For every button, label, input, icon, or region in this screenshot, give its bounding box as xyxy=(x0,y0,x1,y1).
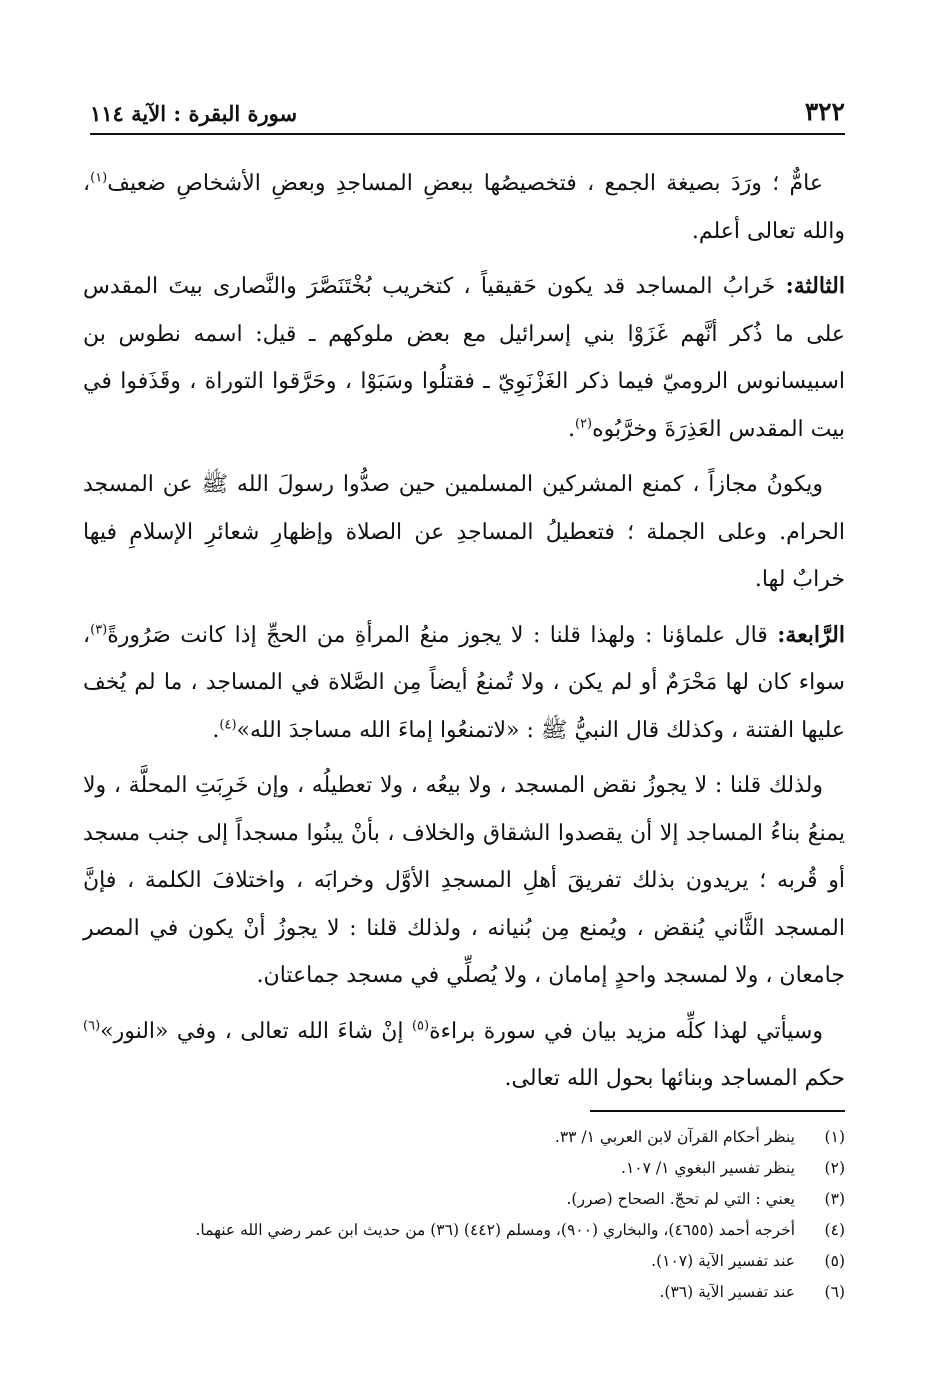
header-divider xyxy=(90,133,845,135)
footnote-number: (٦) xyxy=(824,1283,845,1301)
footnote-item xyxy=(83,1246,845,1277)
paragraph-text: ، والله تعالى أعلم. xyxy=(83,171,845,244)
paragraph-text: وسيأتي لهذا كلِّه مزيد بيان في سورة براءة xyxy=(429,1018,823,1044)
footnote-reference: (٤) xyxy=(219,717,237,733)
paragraph-text: خَرابُ المساجد قد يكون حَقيقياً ، كتخريب بُخْتَنَصَّرَ والنَّصارى بيتَ المقدس على ما ذُكر أنَّهم غَزَوْا بني إسرائيل مع بعض ملوكهم ـ قيل: اسمه نطوس بن اسبيسانوس الروميّ فيما ذكر الغَزْنَوِيّ ـ فقتلُوا وسَبَوْا ، وحَرَّقوا التوراة ، وقَذَفوا في بيت المقدس العَذِرَةَ وخرَّبُوه xyxy=(83,274,845,442)
footnote-divider xyxy=(590,1110,845,1112)
paragraph-p6 xyxy=(83,1008,845,1103)
paragraph-text: ولذلك قلنا : لا يجوزُ نقض المسجد ، ولا بيعُه ، ولا تعطيلُه ، وإن خَرِبَتِ المحلَّة ، ولا يمنعُ بناءُ المساجد إلا أن يقصدوا الشقاق والخلاف ، بأنْ يبنُوا مسجداً إلى جنب مسجد أو قُربه ؛ يريدون بذلك تفريقَ أهلِ المسجدِ الأوَّل وخرابَه ، واختلافَ الكلمة ، فإنَّ المسجد الثَّاني يُنقض ، ويُمنع مِن بُنيانه ، ولذلك قلنا : لا يجوزُ أنْ يكون في المصر جامعان ، ولا لمسجد واحدٍ إمامان ، ولا يُصلِّي في مسجد جماعتان. xyxy=(83,773,845,988)
footnote-reference: (٣) xyxy=(90,622,108,638)
footnote-reference: (٢) xyxy=(574,416,593,432)
paragraph-heading: الرَّابعة: xyxy=(777,621,845,648)
footnote-item xyxy=(83,1277,845,1308)
paragraph-heading: الثالثة: xyxy=(785,273,845,299)
footnote-reference: (١) xyxy=(90,170,108,186)
paragraph-text: . xyxy=(567,416,575,442)
paragraph-text: قال علماؤنا : ولهذا قلنا : لا يجوز منعُ المرأةِ من الحجِّ إذا كانت صَرُورةً xyxy=(107,622,778,648)
footnote-number: (٥) xyxy=(824,1252,845,1270)
footnote-item xyxy=(83,1215,845,1246)
footnote-text: يعني : التي لم تحجّ. الصحاح (صرر). xyxy=(566,1190,795,1208)
footnote-text: ينظر تفسير البغوي ١/ ١٠٧. xyxy=(621,1159,795,1177)
footnote-reference: (٥) xyxy=(411,1018,430,1034)
footnote-number: (٢) xyxy=(824,1159,845,1177)
main-text xyxy=(83,160,845,1111)
footnote-number: (٣) xyxy=(824,1190,845,1208)
paragraph-text: ، سواء كان لها مَحْرَمٌ أو لم يكن ، ولا تُمنعُ أيضاً مِن الصَّلاة في المساجد ، ما لم يُخف عليها الفتنة ، وكذلك قال النبيُّ ﷺ : «لاتمنعُوا إماءَ الله مساجدَ الله» xyxy=(83,622,845,743)
paragraph-p1 xyxy=(83,160,845,255)
paragraph-text: عامٌّ ؛ ورَدَ بصيغة الجمع ، فتخصيصُها ببعضِ المساجدِ وبعضِ الأشخاصِ ضعيف xyxy=(107,171,823,196)
footnote-item xyxy=(83,1122,845,1153)
footnote-text: عند تفسير الآية (٣٦). xyxy=(659,1283,795,1301)
footnote-number: (١) xyxy=(824,1128,845,1146)
paragraph-text: . xyxy=(212,717,220,743)
paragraph-p3 xyxy=(83,461,845,604)
running-header xyxy=(90,86,845,126)
footnote-number: (٤) xyxy=(824,1221,845,1239)
footnote-item xyxy=(83,1153,845,1184)
paragraph-p4 xyxy=(83,612,845,755)
footnote-text: ينظر أحكام القرآن لابن العربي ١/ ٣٣. xyxy=(554,1128,795,1146)
paragraph-text: حكم المساجد وبنائها بحول الله تعالى. xyxy=(504,1066,845,1091)
paragraph-text: إنْ شاءَ الله تعالى ، وفي «النور» xyxy=(100,1018,412,1044)
paragraph-p2 xyxy=(83,263,845,453)
page-number: ٣٢٢ xyxy=(804,97,845,126)
paragraph-text: ويكونُ مجازاً ، كمنع المشركين المسلمين حين صدُّوا رسولَ الله ﷺ عن المسجد الحرام. وعلى الجملة ؛ فتعطيلُ المساجدِ عن الصلاة وإظهارِ شعائرِ الإسلامِ فيها خرابٌ لها. xyxy=(83,472,845,592)
footnote-item xyxy=(83,1184,845,1215)
footnote-text: عند تفسير الآية (١٠٧). xyxy=(651,1252,795,1270)
surah-verse-title: سورة البقرة : الآية ١١٤ xyxy=(90,101,298,126)
paragraph-p5 xyxy=(83,762,845,1000)
footnote-reference: (٦) xyxy=(83,1018,101,1034)
footnotes xyxy=(83,1122,845,1308)
footnote-text: أخرجه أحمد (٤٦٥٥)، والبخاري (٩٠٠)، ومسلم (٤٤٢) (٣٦) من حديث ابن عمر رضي الله عنهما. xyxy=(195,1221,795,1239)
